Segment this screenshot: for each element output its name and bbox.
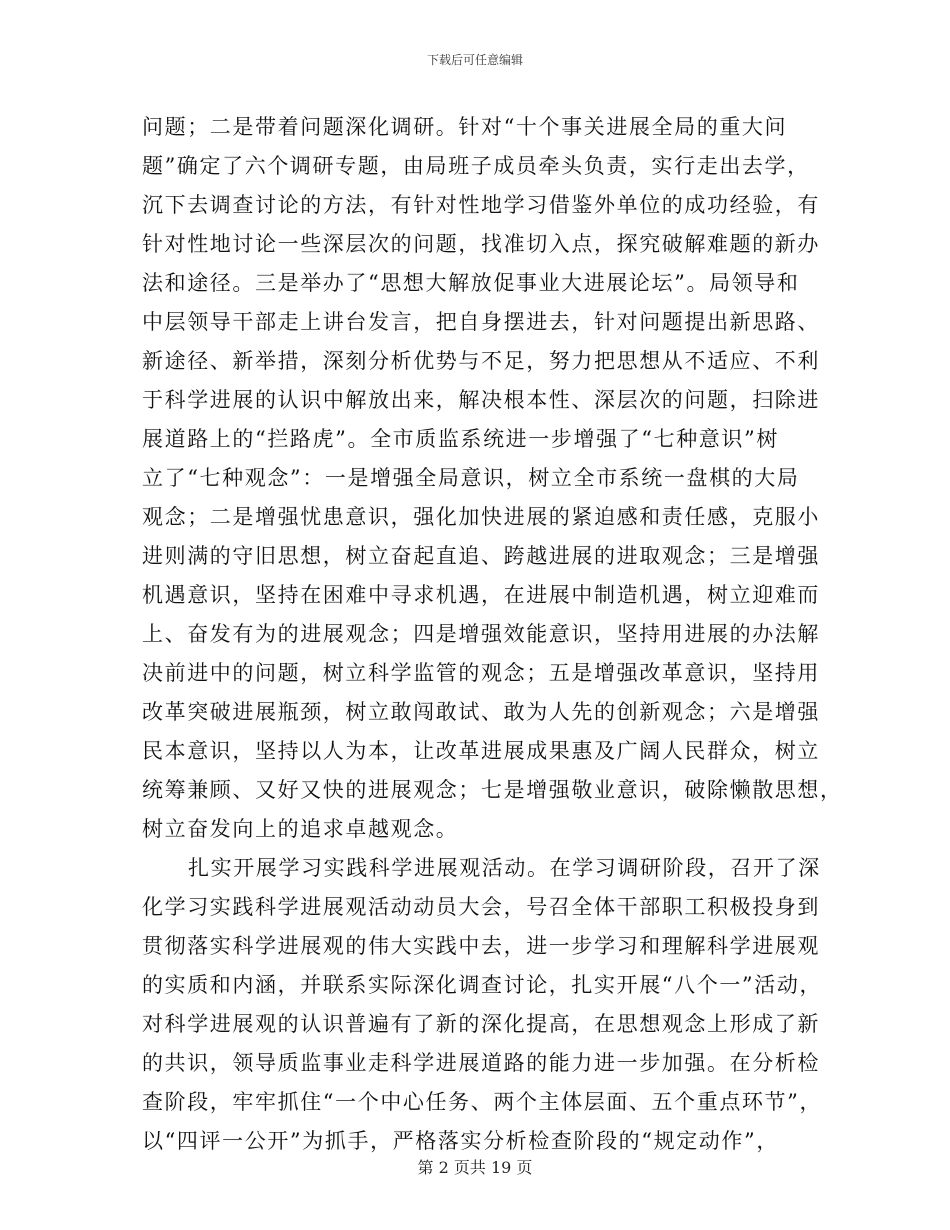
page-footer: 第 2 页共 19 页	[417, 1158, 533, 1177]
text-line: 民本意识，坚持以人为本，让改革进展成果惠及广阔人民群众，树立	[142, 739, 820, 763]
body-text	[142, 108, 843, 1161]
text-line: 针对性地讨论一些深层次的问题，找准切入点，探究破解难题的新办	[142, 232, 820, 256]
text-line: 扎实开展学习实践科学进展观活动。在学习调研阶段，召开了深	[188, 856, 821, 880]
text-line: 于科学进展的认识中解放出来，解决根本性、深层次的问题，扫除进	[142, 388, 820, 412]
text-line: 对科学进展观的认识普遍有了新的深化提高，在思想观念上形成了新	[142, 1012, 820, 1036]
text-line: 树立奋发向上的追求卓越观念。	[142, 817, 459, 841]
text-line: 展道路上的“拦路虎”。全市质监系统进一步增强了“七种意识”树	[142, 427, 779, 451]
text-line: 贯彻落实科学进展观的伟大实践中去，进一步学习和理解科学进展观	[142, 934, 820, 958]
paragraph-1	[142, 108, 843, 849]
text-line: 进则满的守旧思想，树立奋起直追、跨越进展的进取观念；三是增强	[142, 544, 820, 568]
text-line: 机遇意识，坚持在困难中寻求机遇，在进展中制造机遇，树立迎难而	[142, 583, 820, 607]
text-line: 中层领导干部走上讲台发言，把自身摆进去，针对问题提出新思路、	[142, 310, 820, 334]
text-line: 问题；二是带着问题深化调研。针对“十个事关进展全局的重大问	[142, 115, 788, 139]
text-line: 查阶段，牢牢抓住“一个中心任务、两个主体层面、五个重点环节”，	[142, 1090, 823, 1114]
text-line: 题”确定了六个调研专题，由局班子成员牵头负责，实行走出去学，	[142, 154, 810, 178]
text-line: 化学习实践科学进展观活动动员大会，号召全体干部职工积极投身到	[142, 895, 820, 919]
text-line: 观念；二是增强忧患意识，强化加快进展的紧迫感和责任感，克服小	[142, 505, 820, 529]
text-line: 沉下去调查讨论的方法，有针对性地学习借鉴外单位的成功经验，有	[142, 193, 820, 217]
text-line: 的实质和内涵，并联系实际深化调查讨论，扎实开展“八个一”活动，	[142, 973, 823, 997]
text-line: 以“四评一公开”为抓手，严格落实分析检查阶段的“规定动作”，	[142, 1129, 779, 1153]
text-line: 统筹兼顾、又好又快的进展观念；七是增强敬业意识，破除懒散思想，	[142, 778, 843, 802]
text-line: 法和途径。三是举办了“思想大解放促事业大进展论坛”。局领导和	[142, 271, 800, 295]
page-header: 下载后可任意编辑	[426, 53, 523, 67]
text-line: 改革突破进展瓶颈，树立敢闯敢试、敢为人先的创新观念；六是增强	[142, 700, 820, 724]
text-line: 决前进中的问题，树立科学监管的观念；五是增强改革意识，坚持用	[142, 661, 820, 685]
paragraph-2	[142, 849, 823, 1161]
text-line: 的共识，领导质监事业走科学进展道路的能力进一步加强。在分析检	[142, 1051, 820, 1075]
text-line: 上、奋发有为的进展观念；四是增强效能意识，坚持用进展的办法解	[142, 622, 820, 646]
text-line: 立了“七种观念”：一是增强全局意识，树立全市系统一盘棋的大局	[142, 466, 800, 490]
text-line: 新途径、新举措，深刻分析优势与不足，努力把思想从不适应、不利	[142, 349, 820, 373]
